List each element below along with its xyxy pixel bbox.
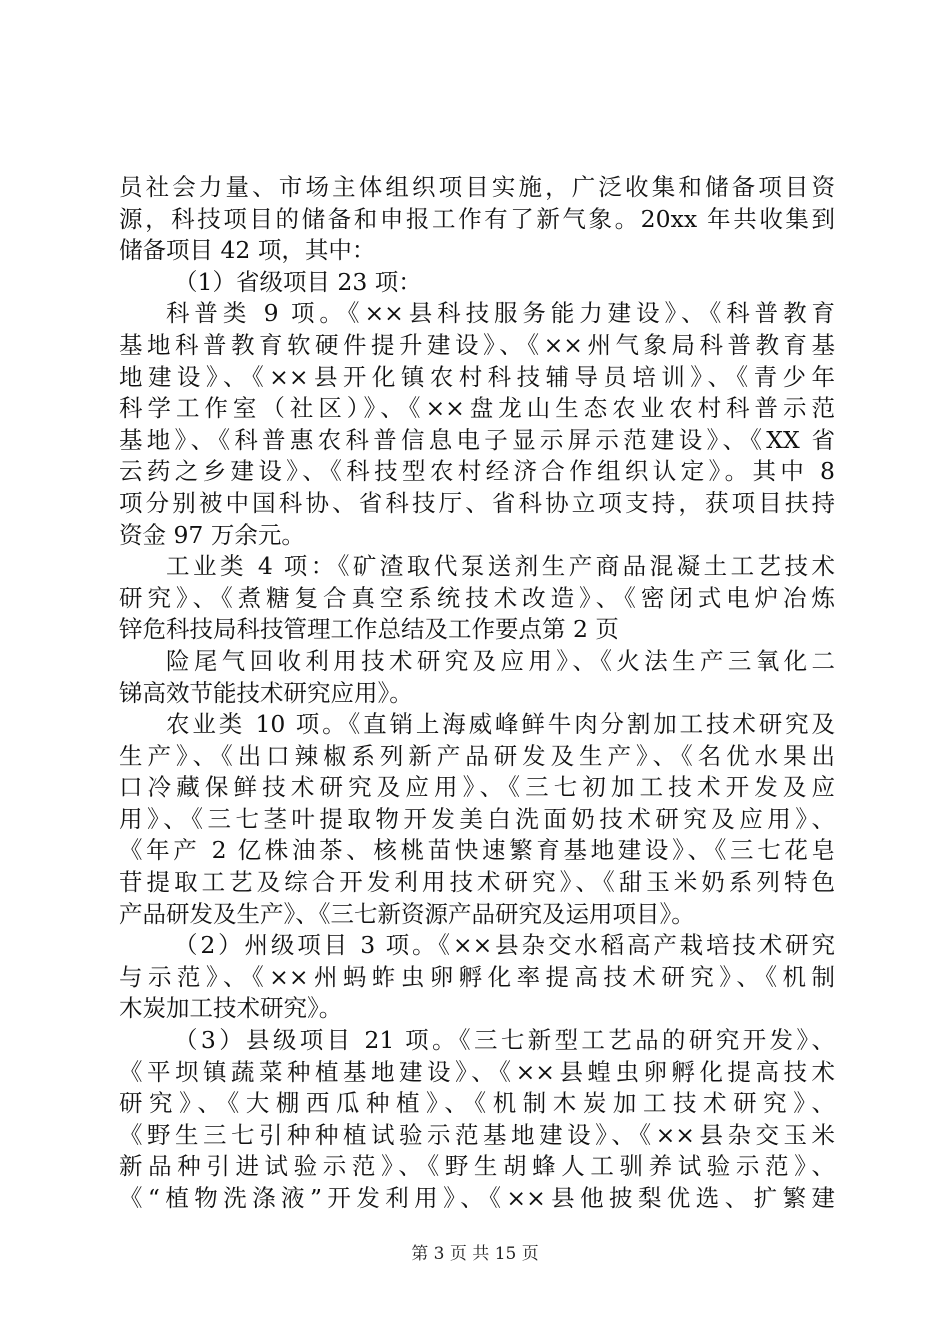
text-line: 科普类 9 项。《××县科技服务能力建设》、《科普教育 <box>166 299 835 328</box>
text-line: 锌危科技局科技管理工作总结及工作要点第 2 页 <box>119 615 619 644</box>
text-line: 研究》、《煮糖复合真空系统技术改造》、《密闭式电炉冶炼 <box>119 583 835 612</box>
body-text <box>119 172 835 1215</box>
text-line: 险尾气回收利用技术研究及应用》、《火法生产三氧化二 <box>166 646 835 675</box>
text-line: 农业类 10 项。《直销上海威峰鲜牛肉分割加工技术研究及 <box>166 710 835 739</box>
text-line: （2）州级项目 3 项。《××县杂交水稻高产栽培技术研究 <box>174 931 835 960</box>
text-line: 《野生三七引种种植试验示范基地建设》、《××县杂交玉米 <box>119 1120 835 1149</box>
text-line: 云药之乡建设》、《科技型农村经济合作组织认定》。其中 8 <box>119 457 835 486</box>
page-footer: 第 3 页 共 15 页 <box>411 1244 539 1264</box>
text-line: 源，科技项目的储备和申报工作有了新气象。20xx 年共收集到 <box>119 204 835 233</box>
text-line: 产品研发及生产》、《三七新资源产品研究及运用项目》。 <box>119 899 695 928</box>
text-line: 地建设》、《××县开化镇农村科技辅导员培训》、《青少年 <box>119 362 835 391</box>
text-line: 工业类 4 项：《矿渣取代泵送剂生产商品混凝土工艺技术 <box>166 552 835 581</box>
text-line: 生产》、《出口辣椒系列新产品研发及生产》、《名优水果出 <box>119 741 835 770</box>
text-line: 木炭加工技术研究》。 <box>119 994 343 1023</box>
text-line: 苷提取工艺及综合开发利用技术研究》、《甜玉米奶系列特色 <box>119 868 835 897</box>
text-line: 口冷藏保鲜技术研究及应用》、《三七初加工技术开发及应 <box>119 773 835 802</box>
text-line: 锑高效节能技术研究应用》。 <box>119 678 413 707</box>
text-line: 用》、《三七茎叶提取物开发美白洗面奶技术研究及应用》、 <box>119 804 835 833</box>
text-line: 《“植物洗涤液”开发利用》、《××县他披梨优选、扩繁建 <box>119 1184 835 1212</box>
text-line: 资金 97 万余元。 <box>119 520 305 549</box>
text-line: 科学工作室（社区）》、《××盘龙山生态农业农村科普示范 <box>119 394 835 423</box>
text-line: 《年产 2 亿株油茶、核桃苗快速繁育基地建设》、《三七花皂 <box>119 836 835 865</box>
text-line: 《平坝镇蔬菜种植基地建设》、《××县蝗虫卵孵化提高技术 <box>119 1057 835 1086</box>
text-line: 员社会力量、市场主体组织项目实施，广泛收集和储备项目资 <box>119 173 835 201</box>
text-line: 与示范》、《××州蚂蚱虫卵孵化率提高技术研究》、《机制 <box>119 962 835 991</box>
text-line: 项分别被中国科协、省科技厅、省科协立项支持，获项目扶持 <box>119 488 835 517</box>
text-line: 新品种引进试验示范》、《野生胡蜂人工驯养试验示范》、 <box>119 1152 835 1181</box>
text-line: （1）省级项目 23 项： <box>174 267 422 296</box>
text-line: （3）县级项目 21 项。《三七新型工艺品的研究开发》、 <box>174 1026 835 1055</box>
text-line: 基地科普教育软硬件提升建设》、《××州气象局科普教育基 <box>119 330 835 359</box>
text-line: 基地》、《科普惠农科普信息电子显示屏示范建设》、《XX 省 <box>119 425 835 454</box>
text-line: 储备项目 42 项，其中： <box>119 236 376 265</box>
text-line: 研究》、《大棚西瓜种植》、《机制木炭加工技术研究》、 <box>119 1089 835 1118</box>
